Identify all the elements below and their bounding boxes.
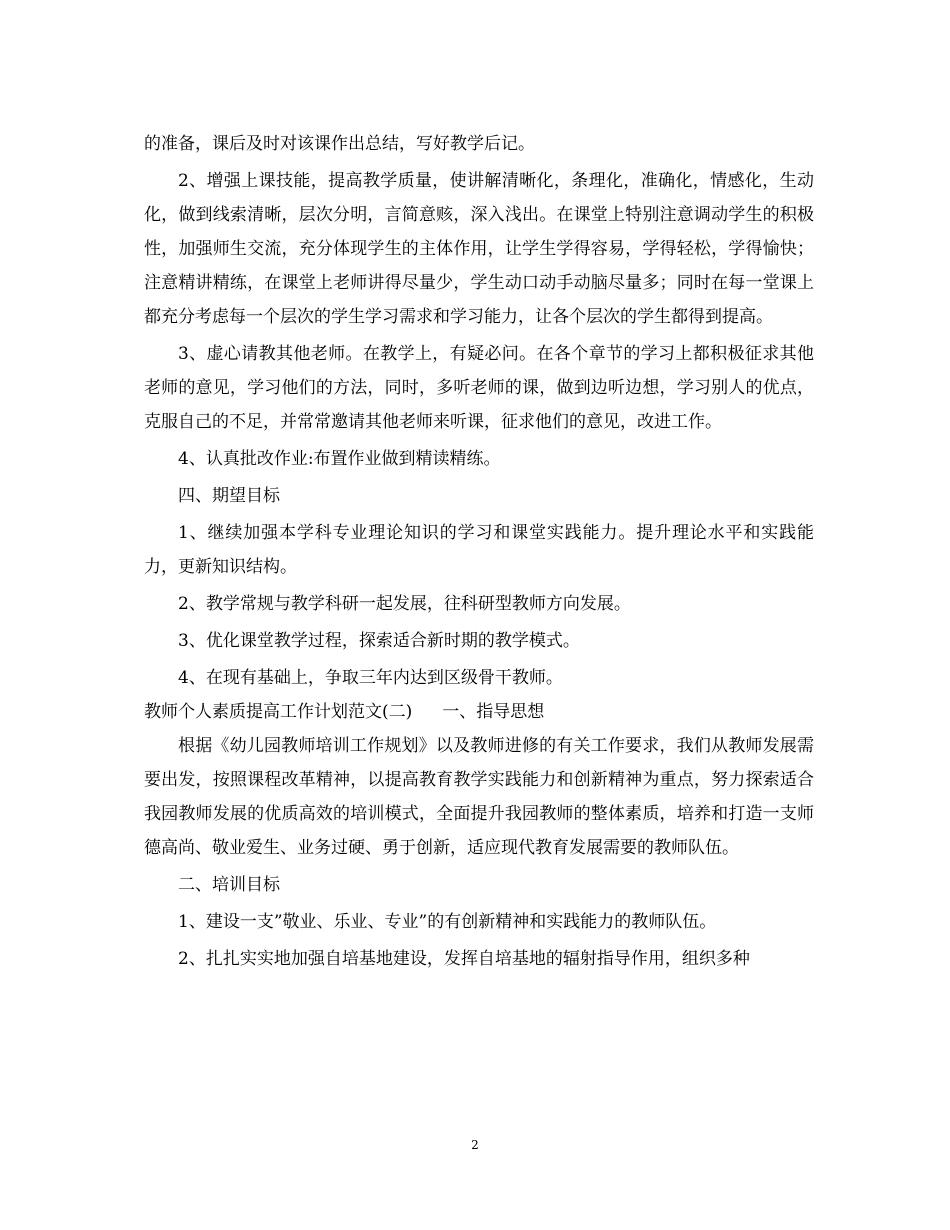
paragraph-teaching-skills: 2、增强上课技能，提高教学质量，使讲解清晰化，条理化，准确化，情感化，生动化，做到线索清晰，层次分明，言简意赅，深入浅出。在课堂上特别注意调动学生的积极性，加强师生交流，充分体现学生的主体作用，让学生学得容易，学得轻松，学得愉快；注意精讲精练，在课堂上老师讲得尽量少，学生动口动手动脑尽量多；同时在每一堂课上都充分考虑每一个层次的学生学习需求和学习能力，让各个层次的学生都得到提高。 <box>144 171 814 327</box>
paragraph-guiding-thought: 根据《幼儿园教师培训工作规划》以及教师进修的有关工作要求，我们从教师发展需要出发，按照课程改革精神，以提高教育教学实践能力和创新精神为重点，努力探索适合我园教师发展的优质高效的培训模式，全面提升我园教师的整体素质，培养和打造一支师德高尚、敬业爱生、业务过硬、勇于创新，适应现代教育发展需要的教师队伍。 <box>144 736 814 858</box>
paragraph-consult-teachers: 3、虚心请教其他老师。在教学上，有疑必问。在各个章节的学习上都积极征求其他老师的意见，学习他们的方法，同时，多听老师的课，做到边听边想，学习别人的优点，克服自己的不足，并常常邀请其他老师来听课，征求他们的意见，改进工作。 <box>144 344 814 432</box>
section-heading-training-goals: 二、培训目标 <box>178 875 280 895</box>
section-heading-goals: 四、期望目标 <box>178 486 280 506</box>
page-number: 2 <box>471 1138 479 1152</box>
document-body <box>144 127 814 976</box>
paragraph-training-goal-2: 2、扎扎实实地加强自培基地建设，发挥自培基地的辐射指导作用，组织多种 <box>178 949 750 969</box>
paragraph-continuation: 的准备，课后及时对该课作出总结，写好教学后记。 <box>144 134 535 154</box>
paragraph-goal-3: 3、优化课堂教学过程，探索适合新时期的教学模式。 <box>178 631 580 651</box>
paragraph-goal-1: 1、继续加强本学科专业理论知识的学习和课堂实践能力。提升理论水平和实践能力，更新知识结构。 <box>144 523 814 577</box>
paragraph-goal-4: 4、在现有基础上，争取三年内达到区级骨干教师。 <box>178 668 563 688</box>
paragraph-goal-2: 2、教学常规与教学科研一起发展，往科研型教师方向发展。 <box>178 594 631 614</box>
paragraph-homework: 4、认真批改作业:布置作业做到精读精练。 <box>178 449 501 469</box>
paragraph-training-goal-1: 1、建设一支”敬业、乐业、专业”的有创新精神和实践能力的教师队伍。 <box>178 912 717 932</box>
document-title: 教师个人素质提高工作计划范文(二) <box>144 702 413 722</box>
document-title-line <box>144 695 814 729</box>
section-heading-guiding-thought: 一、指导思想 <box>442 702 545 722</box>
